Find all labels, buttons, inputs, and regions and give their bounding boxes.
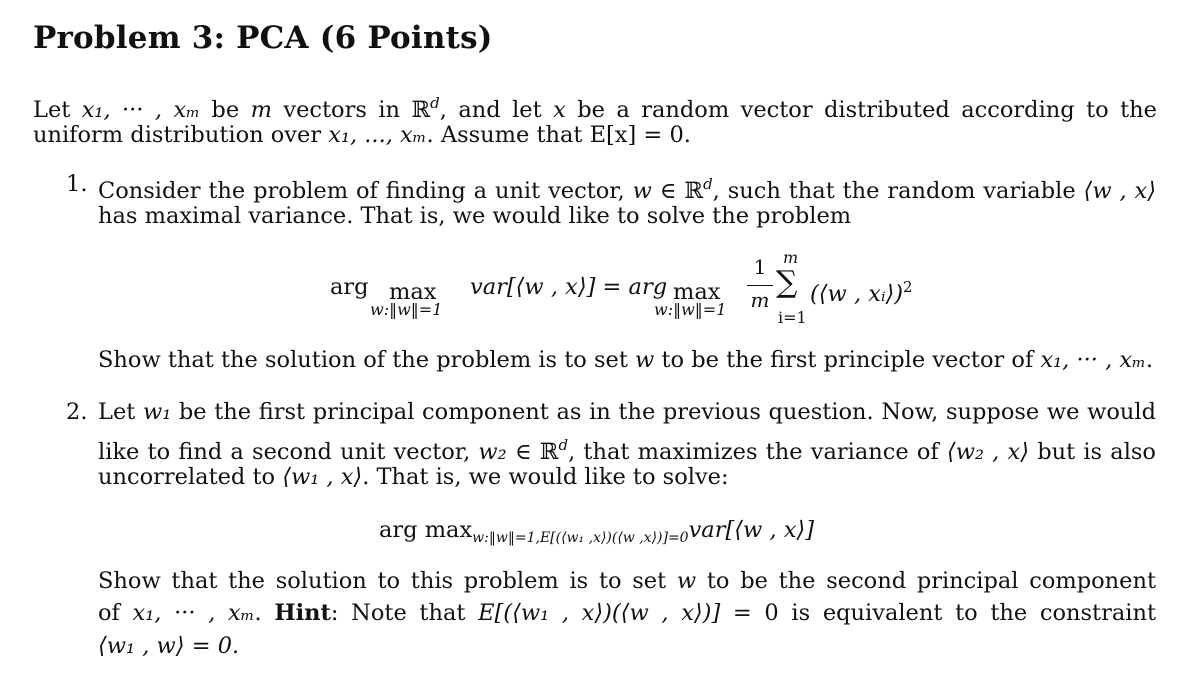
eq1-frac-num: 1 xyxy=(753,255,767,279)
eq1-sum-bottom: i=1 xyxy=(778,308,807,327)
eq1-frac-den: m xyxy=(750,288,770,312)
item-1-number: 1. xyxy=(66,171,88,197)
item-2-line-3: uncorrelated to ⟨w₁ , x⟩. That is, we would like to solve: xyxy=(98,464,729,490)
eq1-max1: max xyxy=(389,279,437,305)
eq1-sum-top: m xyxy=(783,248,799,267)
item-1-line-1: Consider the problem of finding a unit vector, w ∈ ℝ$^d$, such that the random variable ⟨w , x⟩ xyxy=(98,175,1157,204)
equation-2: arg $\max_{w:‖w‖=1,E[(⟨w_1 ,x⟩)(⟨w ,x⟩)]=0}var[⟨w$ , x⟩] xyxy=(379,517,814,546)
expectation: E[x] xyxy=(589,122,637,148)
item-2-number: 2. xyxy=(66,399,88,425)
eq1-under2: w:‖w‖=1 xyxy=(654,300,727,319)
eq1-frac-bar xyxy=(747,285,773,286)
hint-label: Hint xyxy=(274,600,331,626)
x-sequence: x₁, ··· , xₘ xyxy=(81,97,200,123)
eq1-sigma: ∑ xyxy=(776,265,798,300)
intro-line-2: uniform distribution over x₁, ..., xₘ. Assume that E[x] = 0. xyxy=(33,122,691,148)
reals-symbol: ℝ xyxy=(411,97,431,123)
item-2-show-line-1: Show that the solution to this problem is to set w to be the second principal component xyxy=(98,568,1156,594)
item-2-show-line-3: ⟨w₁ , w⟩ = 0. xyxy=(98,633,240,659)
eq1-max2: max xyxy=(673,279,721,305)
intro-line-1: Let x₁, ··· , xₘ be m vectors in ℝ$^d$, and let x be a random vector distributed according to the xyxy=(33,94,1157,123)
item-2-show-line-2: of x₁, ··· , xₘ. Hint: Note that E[(⟨w₁ , x⟩)(⟨w , x⟩)] = 0 is equivalent to the constraint xyxy=(98,600,1156,626)
eq1-var: var[⟨w , x⟩] = arg xyxy=(470,274,668,300)
item-1-show-line: Show that the solution of the problem is to set w to be the first principle vector of x₁, ··· , xₘ. xyxy=(98,347,1154,373)
item-2-line-2: like to find a second unit vector, w₂ ∈ ℝ$^d$, that maximizes the variance of ⟨w₂ , x⟩ but is also xyxy=(98,436,1156,465)
item-1-line-2: has maximal variance. That is, we would like to solve the problem xyxy=(98,203,852,229)
eq1-sum-body: (⟨w , xᵢ⟩)$^2$ xyxy=(810,278,913,307)
eq1-under1: w:‖w‖=1 xyxy=(370,300,443,319)
problem-title: Problem 3: PCA (6 Points) xyxy=(33,20,493,56)
eq1-arg: arg xyxy=(330,274,369,300)
item-2-line-1: Let w₁ be the first principal component as in the previous question. Now, suppose we would xyxy=(98,399,1156,425)
